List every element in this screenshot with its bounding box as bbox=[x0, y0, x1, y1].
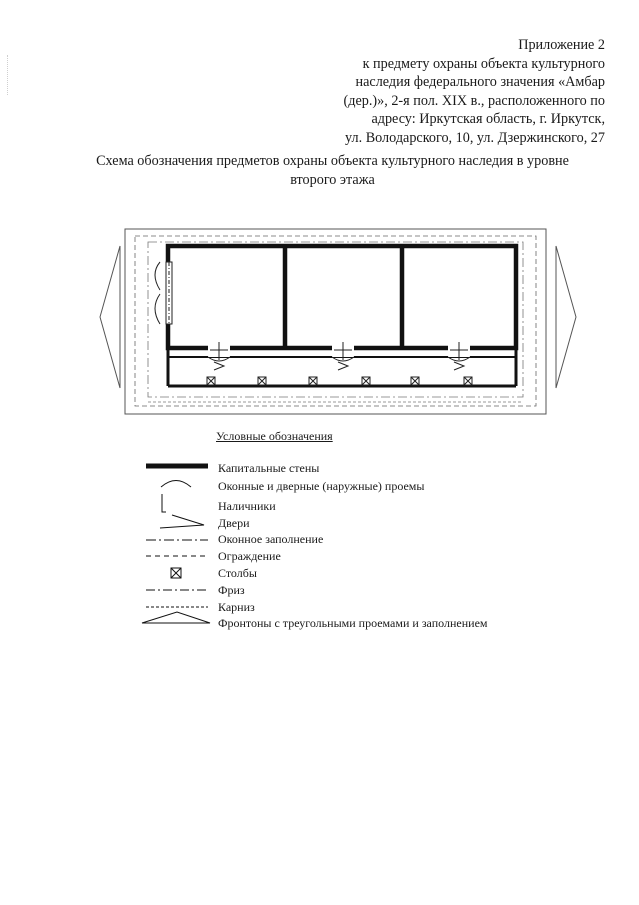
legend-label: Фронтоны с треугольными проемами и заполнением bbox=[218, 616, 488, 630]
legend-pediment-symbol bbox=[142, 612, 210, 623]
legend-door-symbol bbox=[160, 515, 204, 528]
header-line: Приложение 2 bbox=[518, 37, 605, 53]
header-line: адресу: Иркутская область, г. Иркутск, bbox=[371, 111, 605, 128]
scheme-title-line: Схема обозначения предметов охраны объекта культурного наследия в уровне bbox=[96, 153, 569, 169]
legend-label: Наличники bbox=[218, 499, 276, 513]
legend-label: Ограждение bbox=[218, 549, 281, 563]
legend-label: Двери bbox=[218, 516, 250, 530]
legend-label: Столбы bbox=[218, 566, 257, 580]
legend-post-symbol bbox=[171, 568, 181, 578]
legend-label: Фриз bbox=[218, 583, 245, 597]
header-line: ул. Володарского, 10, ул. Дзержинского, 27 bbox=[345, 129, 605, 146]
legend-label: Карниз bbox=[218, 600, 255, 614]
header-line: наследия федерального значения «Амбар bbox=[355, 74, 605, 91]
scheme-title-line: второго этажа bbox=[290, 171, 375, 188]
legend-label: Оконное заполнение bbox=[218, 532, 324, 546]
legend-arc-symbol bbox=[161, 481, 191, 488]
header-line: к предмету охраны объекта культурного bbox=[362, 55, 605, 72]
legend-label: Капитальные стены bbox=[218, 461, 320, 475]
legend-bracket-symbol bbox=[162, 494, 166, 512]
header-line: (дер.)», 2-я пол. XIX в., расположенного по bbox=[343, 92, 605, 109]
legend-title: Условные обозначения bbox=[216, 429, 333, 443]
legend-label: Оконные и дверные (наружные) проемы bbox=[218, 479, 425, 493]
